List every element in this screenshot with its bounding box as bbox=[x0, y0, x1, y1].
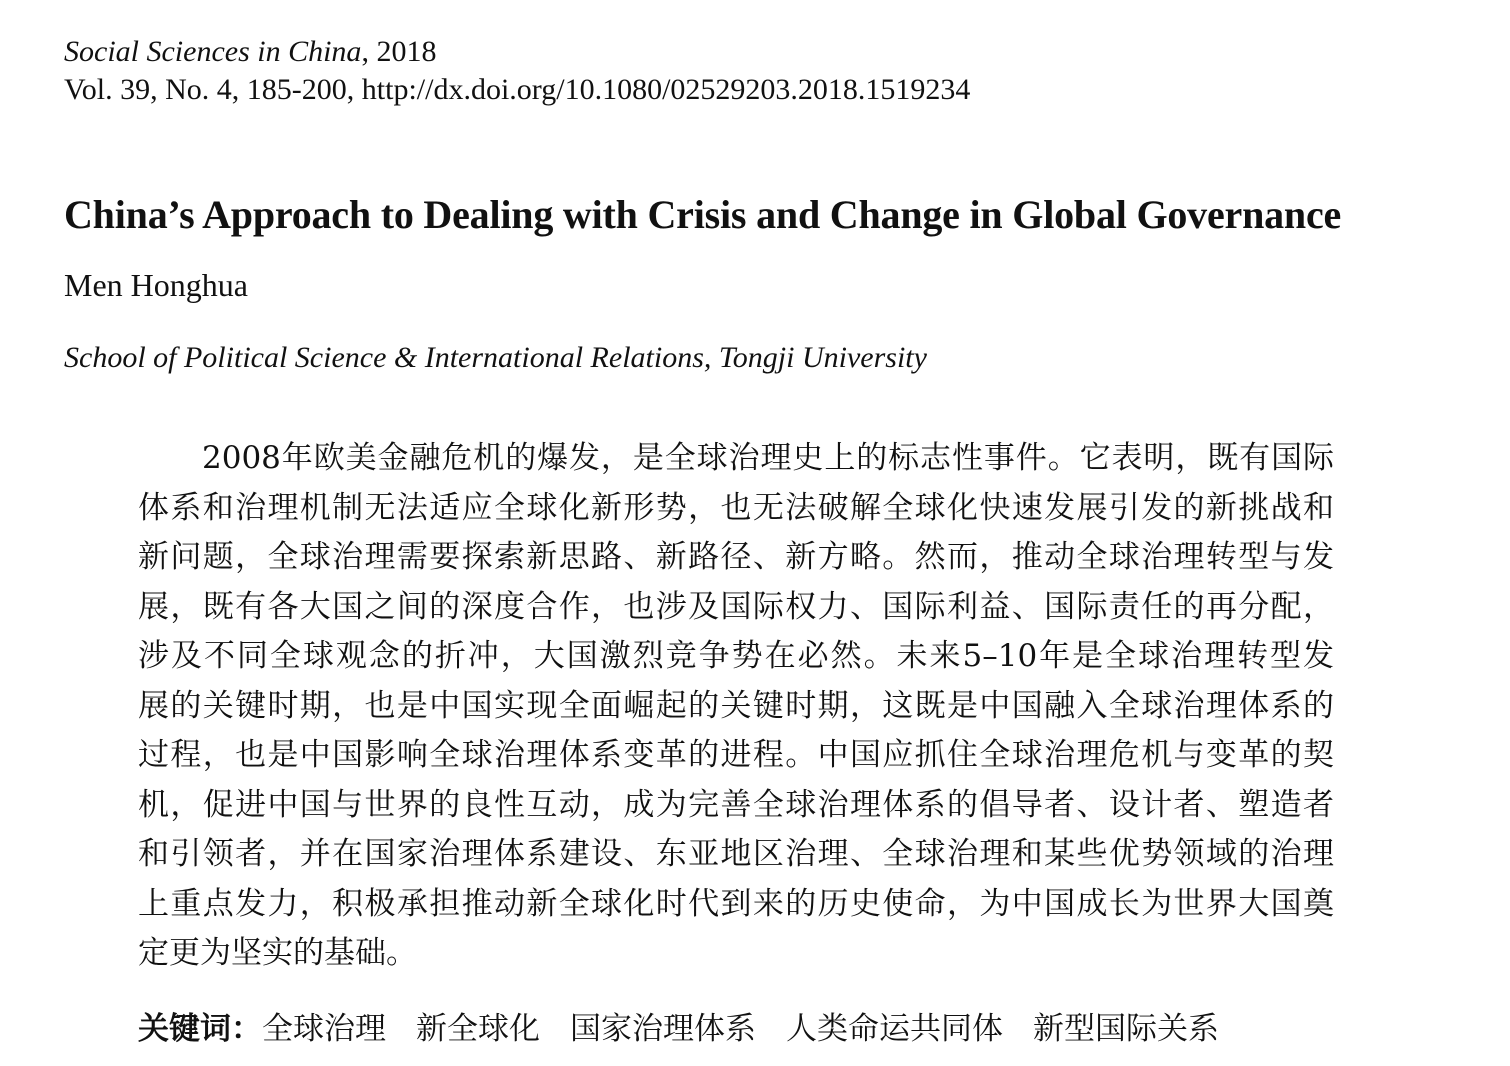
abstract-line: 展的关键时期，也是中国实现全面崛起的关键时期，这既是中国融入全球治理体系的 bbox=[138, 687, 1334, 724]
journal-year: , 2018 bbox=[361, 35, 437, 68]
abstract-line: 体系和治理机制无法适应全球化新形势，也无法破解全球化快速发展引发的新挑战和 bbox=[138, 489, 1334, 526]
journal-name-line bbox=[64, 33, 436, 71]
abstract-line: 2008年欧美金融危机的爆发，是全球治理史上的标志性事件。它表明，既有国际 bbox=[202, 440, 1334, 476]
abstract-line: 定更为坚实的基础。 bbox=[138, 935, 417, 971]
journal-citation: Vol. 39, No. 4, 185-200, http://dx.doi.org/10.1080/02529203.2018.1519234 bbox=[64, 73, 971, 106]
article-title: China’s Approach to Dealing with Crisis and Change in Global Governance bbox=[64, 192, 1342, 237]
author-name: Men Honghua bbox=[64, 267, 248, 303]
abstract-line: 上重点发力，积极承担推动新全球化时代到来的历史使命，为中国成长为世界大国奠 bbox=[138, 885, 1334, 922]
abstract-line: 过程，也是中国影响全球治理体系变革的进程。中国应抓住全球治理危机与变革的契 bbox=[138, 737, 1334, 773]
abstract-line: 和引领者，并在国家治理体系建设、东亚地区治理、全球治理和某些优势领域的治理 bbox=[138, 836, 1334, 872]
abstract-line: 机，促进中国与世界的良性互动，成为完善全球治理体系的倡导者、设计者、塑造者 bbox=[138, 786, 1334, 823]
keywords-label: 关键词： bbox=[138, 1011, 262, 1047]
abstract-line: 展，既有各大国之间的深度合作，也涉及国际权力、国际利益、国际责任的再分配， bbox=[138, 588, 1334, 625]
keyword: 新型国际关系 bbox=[1033, 1011, 1219, 1047]
abstract-line: 涉及不同全球观念的折冲，大国激烈竞争势在必然。未来5–10年是全球治理转型发 bbox=[138, 638, 1334, 674]
keyword: 新全球化 bbox=[416, 1011, 540, 1047]
keyword: 人类命运共同体 bbox=[786, 1011, 1003, 1047]
keyword: 全球治理 bbox=[262, 1011, 386, 1047]
keyword: 国家治理体系 bbox=[570, 1011, 756, 1047]
keywords bbox=[138, 1006, 1219, 1052]
journal-name: Social Sciences in China bbox=[64, 35, 362, 68]
author-affiliation: School of Political Science & International Relations, Tongji University bbox=[64, 341, 927, 374]
abstract-line: 新问题，全球治理需要探索新思路、新路径、新方略。然而，推动全球治理转型与发 bbox=[138, 539, 1334, 575]
abstract bbox=[138, 434, 1334, 979]
